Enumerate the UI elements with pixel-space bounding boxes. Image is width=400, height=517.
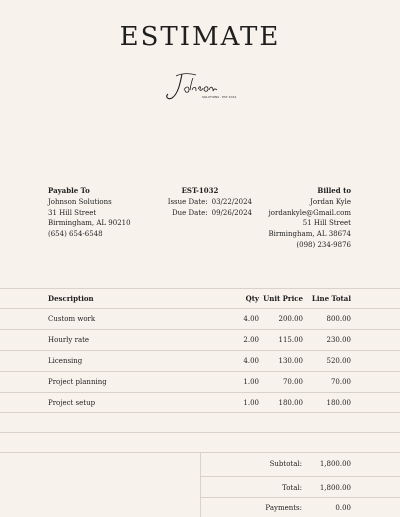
cell-qty: 1.00 bbox=[243, 399, 259, 407]
cell-unit-price: 115.00 bbox=[278, 336, 303, 344]
cell-line-total: 180.00 bbox=[326, 399, 351, 407]
payments-value: 0.00 bbox=[335, 504, 351, 512]
cell-description: Hourly rate bbox=[48, 336, 90, 344]
issue-date-value: 03/22/2024 bbox=[211, 197, 252, 206]
billed-to-line: jordankyle@Gmail.com bbox=[268, 208, 351, 217]
summary-divider bbox=[200, 452, 201, 517]
billed-to-block bbox=[268, 186, 351, 251]
cell-description: Custom work bbox=[48, 315, 96, 323]
cell-qty: 4.00 bbox=[243, 315, 259, 323]
payable-to-block bbox=[48, 186, 131, 240]
table-divider bbox=[0, 412, 400, 413]
table-divider bbox=[0, 308, 400, 309]
cell-unit-price: 70.00 bbox=[282, 378, 303, 386]
cell-qty: 1.00 bbox=[243, 378, 259, 386]
table-divider bbox=[0, 350, 400, 351]
cell-line-total: 230.00 bbox=[326, 336, 351, 344]
payable-to-line: Birmingham, AL 90210 bbox=[48, 219, 131, 228]
total-value: 1,800.00 bbox=[319, 484, 351, 492]
billed-to-line: Birmingham, AL 38674 bbox=[268, 230, 351, 239]
cell-line-total: 800.00 bbox=[326, 315, 351, 323]
cell-qty: 4.00 bbox=[243, 357, 259, 365]
subtotal-value: 1,800.00 bbox=[319, 460, 351, 468]
table-divider bbox=[0, 371, 400, 372]
cell-qty: 2.00 bbox=[243, 336, 259, 344]
cell-unit-price: 180.00 bbox=[278, 399, 303, 407]
billed-to-line: 51 Hill Street bbox=[302, 219, 351, 228]
col-header-description: Description bbox=[48, 294, 94, 303]
payable-to-heading: Payable To bbox=[48, 186, 90, 195]
summary-divider bbox=[200, 497, 400, 498]
payable-to-line: (654) 654-6548 bbox=[48, 230, 103, 239]
billed-to-heading: Billed to bbox=[317, 186, 351, 195]
table-divider bbox=[0, 432, 400, 433]
summary-divider bbox=[200, 476, 400, 477]
payments-label: Payments: bbox=[265, 504, 302, 512]
col-header-line-total: Line Total bbox=[311, 294, 351, 303]
due-date-label: Due Date: bbox=[172, 208, 208, 217]
col-header-qty: Qty bbox=[245, 294, 259, 303]
document-title: ESTIMATE bbox=[119, 22, 281, 52]
issue-date-row bbox=[148, 197, 252, 208]
payable-to-line: 31 Hill Street bbox=[48, 208, 97, 217]
due-date-row bbox=[148, 208, 252, 219]
cell-unit-price: 130.00 bbox=[278, 357, 303, 365]
logo-tagline: SOLUTIONS · EST 2014 bbox=[202, 95, 237, 99]
cell-description: Licensing bbox=[48, 357, 83, 365]
billed-to-line: Jordan Kyle bbox=[310, 197, 351, 206]
cell-description: Project planning bbox=[48, 378, 107, 386]
due-date-value: 09/26/2024 bbox=[211, 208, 252, 217]
company-logo bbox=[162, 70, 242, 104]
table-divider bbox=[0, 288, 400, 289]
estimate-info-block bbox=[148, 186, 252, 218]
total-label: Total: bbox=[282, 484, 302, 492]
billed-to-line: (098) 234-9876 bbox=[296, 240, 351, 249]
payable-to-line: Johnson Solutions bbox=[48, 197, 112, 206]
cell-line-total: 520.00 bbox=[326, 357, 351, 365]
issue-date-label: Issue Date: bbox=[167, 197, 208, 206]
cell-unit-price: 200.00 bbox=[278, 315, 303, 323]
estimate-number: EST-1032 bbox=[181, 186, 219, 195]
col-header-unit-price: Unit Price bbox=[263, 294, 303, 303]
cell-description: Project setup bbox=[48, 399, 96, 407]
table-divider bbox=[0, 392, 400, 393]
cell-line-total: 70.00 bbox=[330, 378, 351, 386]
subtotal-label: Subtotal: bbox=[269, 460, 302, 468]
table-divider bbox=[0, 329, 400, 330]
